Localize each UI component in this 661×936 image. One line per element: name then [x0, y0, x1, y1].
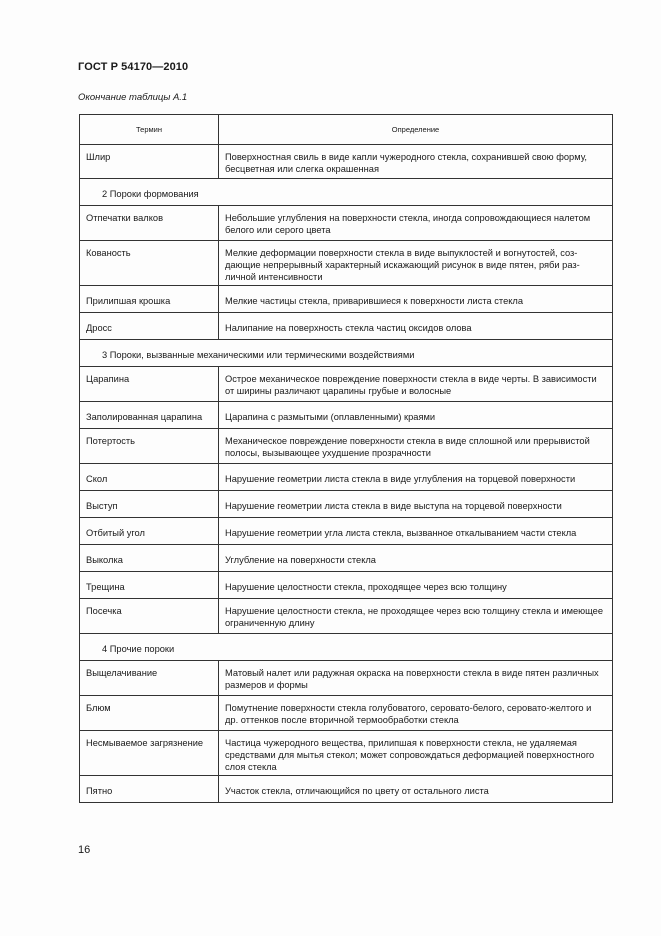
table-row — [80, 518, 613, 545]
table-row — [80, 545, 613, 572]
table-row — [80, 464, 613, 491]
table-section-row — [80, 340, 613, 367]
table-row — [80, 313, 613, 340]
definition-cell: Углубление на поверхности стекла — [219, 545, 613, 572]
definition-cell: Нарушение геометрии листа стекла в виде углубления на торцевой поверхности — [219, 464, 613, 491]
table-row — [80, 429, 613, 464]
term-cell: Выщелачивание — [80, 661, 219, 696]
definition-cell: Частица чужеродного вещества, прилипшая к поверхности стекла, не удаляемая средствами для мытья стекол; может сопровождаться деформацией поверхностного слоя стекла — [219, 731, 613, 776]
header-definition: Определение — [219, 115, 613, 145]
page-number: 16 — [78, 844, 91, 856]
table-row — [80, 286, 613, 313]
definition-cell: Поверхностная свиль в виде капли чужеродного стекла, сохранившей свою форму, бесцветная или слегка окрашенная — [219, 145, 613, 179]
header-term: Термин — [80, 115, 219, 145]
table-row — [80, 599, 613, 634]
term-cell: Заполированная царапина — [80, 402, 219, 429]
section-title: 4 Прочие пороки — [80, 634, 613, 661]
term-cell: Трещина — [80, 572, 219, 599]
term-cell: Царапина — [80, 367, 219, 402]
table-row — [80, 696, 613, 731]
term-cell: Отбитый угол — [80, 518, 219, 545]
table-header-row — [80, 115, 613, 145]
definition-cell: Помутнение поверхности стекла голубоватого, серовато-белого, серовато-желтого и др. оттенков после вторичной термообработки стекла — [219, 696, 613, 731]
term-cell: Пятно — [80, 776, 219, 803]
table-row — [80, 661, 613, 696]
section-title: 3 Пороки, вызванные механическими или термическими воздействиями — [80, 340, 613, 367]
term-cell: Шлир — [80, 145, 219, 179]
term-cell: Скол — [80, 464, 219, 491]
table-row — [80, 731, 613, 776]
term-cell: Выступ — [80, 491, 219, 518]
definition-cell: Нарушение геометрии листа стекла в виде выступа на торцевой поверхности — [219, 491, 613, 518]
table-row — [80, 206, 613, 241]
definition-cell: Мелкие частицы стекла, приварившиеся к поверхности листа стекла — [219, 286, 613, 313]
terms-table — [79, 114, 613, 803]
definition-cell: Участок стекла, отличающийся по цвету от остального листа — [219, 776, 613, 803]
definition-cell: Острое механическое повреждение поверхности стекла в виде черты. В зависимости от ширины различают царапины грубые и волосные — [219, 367, 613, 402]
table-row — [80, 145, 613, 179]
definition-cell: Матовый налет или радужная окраска на поверхности стекла в виде пятен различных размеров и формы — [219, 661, 613, 696]
definition-cell: Небольшие углубления на поверхности стекла, иногда сопровождающиеся налетом белого или серого цвета — [219, 206, 613, 241]
table-caption: Окончание таблицы А.1 — [78, 92, 188, 103]
definition-cell: Нарушение целостности стекла, не проходящее через всю толщину стекла и имеющее ограниченную длину — [219, 599, 613, 634]
document-code: ГОСТ Р 54170—2010 — [78, 61, 189, 73]
table-section-row — [80, 634, 613, 661]
term-cell: Блюм — [80, 696, 219, 731]
table-row — [80, 776, 613, 803]
definition-cell: Мелкие деформации поверхности стекла в виде выпуклостей и вогнутостей, создающие непрерывный характерный искажающий рисунок в виде пятен, ряби различной интенсивности — [219, 241, 613, 286]
definition-cell: Нарушение геометрии угла листа стекла, вызванное откалыванием части стекла — [219, 518, 613, 545]
definition-cell: Царапина с размытыми (оплавленными) краями — [219, 402, 613, 429]
table-row — [80, 572, 613, 599]
term-cell: Дросс — [80, 313, 219, 340]
section-title: 2 Пороки формования — [80, 179, 613, 206]
table-row — [80, 367, 613, 402]
definition-cell: Механическое повреждение поверхности стекла в виде сплошной или прерывистой полосы, вызывающее ухудшение прозрачности — [219, 429, 613, 464]
term-cell: Выколка — [80, 545, 219, 572]
table-section-row — [80, 179, 613, 206]
term-cell: Отпечатки валков — [80, 206, 219, 241]
table-row — [80, 402, 613, 429]
term-cell: Посечка — [80, 599, 219, 634]
term-cell: Потертость — [80, 429, 219, 464]
definition-cell: Налипание на поверхность стекла частиц оксидов олова — [219, 313, 613, 340]
term-cell: Прилипшая крошка — [80, 286, 219, 313]
term-cell: Кованость — [80, 241, 219, 286]
table-row — [80, 491, 613, 518]
table-row — [80, 241, 613, 286]
term-cell: Несмываемое загрязнение — [80, 731, 219, 776]
definition-cell: Нарушение целостности стекла, проходящее через всю толщину — [219, 572, 613, 599]
